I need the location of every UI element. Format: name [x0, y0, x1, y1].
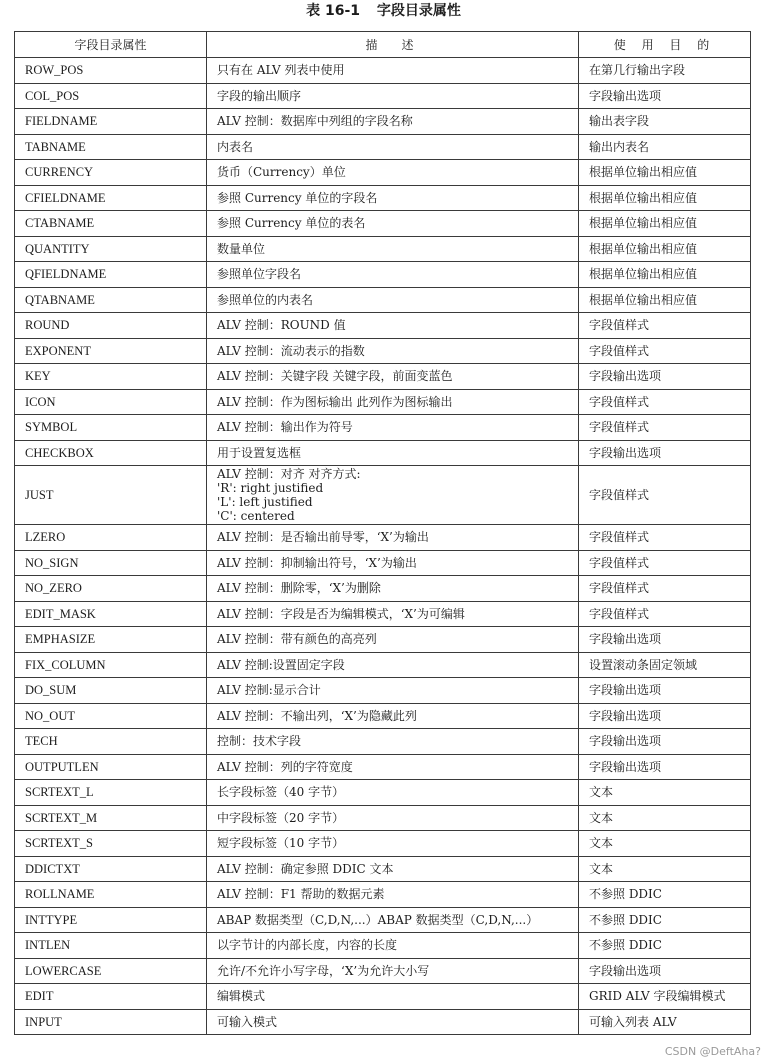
purpose-cell: 根据单位输出相应值	[579, 262, 751, 288]
purpose-cell: 文本	[579, 805, 751, 831]
purpose-cell: 字段输出选项	[579, 678, 751, 704]
purpose-cell: 字段值样式	[579, 525, 751, 551]
description-cell: 参照 Currency 单位的表名	[207, 211, 579, 237]
table-row	[15, 287, 751, 313]
attribute-cell: DDICTXT	[15, 856, 207, 882]
purpose-cell: 字段输出选项	[579, 83, 751, 109]
purpose-cell: 字段输出选项	[579, 958, 751, 984]
attribute-cell: NO_ZERO	[15, 576, 207, 602]
attribute-cell: EDIT_MASK	[15, 601, 207, 627]
description-cell: 短字段标签（10 字节）	[207, 831, 579, 857]
table-row	[15, 601, 751, 627]
attribute-cell: INTTYPE	[15, 907, 207, 933]
purpose-cell: 可输入列表 ALV	[579, 1009, 751, 1035]
purpose-cell: 根据单位输出相应值	[579, 236, 751, 262]
purpose-cell: 根据单位输出相应值	[579, 185, 751, 211]
purpose-cell: 字段值样式	[579, 550, 751, 576]
table-row	[15, 236, 751, 262]
description-cell: ALV 控制：F1 帮助的数据元素	[207, 882, 579, 908]
purpose-cell: 根据单位输出相应值	[579, 287, 751, 313]
attribute-cell: KEY	[15, 364, 207, 390]
description-cell: ABAP 数据类型（C,D,N,...）ABAP 数据类型（C,D,N,...）	[207, 907, 579, 933]
description-cell: ALV 控制：作为图标输出 此列作为图标输出	[207, 389, 579, 415]
table-row	[15, 389, 751, 415]
header-attribute: 字段目录属性	[15, 32, 207, 58]
table-title: 字段目录属性	[376, 3, 461, 19]
attribute-cell: FIX_COLUMN	[15, 652, 207, 678]
attribute-cell: NO_SIGN	[15, 550, 207, 576]
description-cell: ALV 控制：数据库中列组的字段名称	[207, 109, 579, 135]
description-cell: 字段的输出顺序	[207, 83, 579, 109]
purpose-cell: 设置滚动条固定领域	[579, 652, 751, 678]
description-cell: 参照 Currency 单位的字段名	[207, 185, 579, 211]
purpose-cell: 字段输出选项	[579, 627, 751, 653]
description-cell: 参照单位字段名	[207, 262, 579, 288]
purpose-cell: 文本	[579, 831, 751, 857]
attribute-cell: DO_SUM	[15, 678, 207, 704]
table-row	[15, 958, 751, 984]
description-cell: 用于设置复选框	[207, 440, 579, 466]
table-row	[15, 338, 751, 364]
attribute-cell: ICON	[15, 389, 207, 415]
attribute-cell: ROLLNAME	[15, 882, 207, 908]
description-cell: 可输入模式	[207, 1009, 579, 1035]
table-row	[15, 134, 751, 160]
attribute-cell: CHECKBOX	[15, 440, 207, 466]
purpose-cell: 不参照 DDIC	[579, 907, 751, 933]
purpose-cell: 字段值样式	[579, 466, 751, 525]
purpose-cell: 文本	[579, 780, 751, 806]
purpose-cell: 字段输出选项	[579, 440, 751, 466]
purpose-cell: 输出表字段	[579, 109, 751, 135]
table-row	[15, 576, 751, 602]
table-row	[15, 440, 751, 466]
purpose-cell: 字段输出选项	[579, 364, 751, 390]
table-row	[15, 729, 751, 755]
description-cell: ALV 控制：删除零，‘X’为删除	[207, 576, 579, 602]
attribute-cell: JUST	[15, 466, 207, 525]
attribute-cell: LOWERCASE	[15, 958, 207, 984]
table-row	[15, 831, 751, 857]
table-header-row	[15, 32, 751, 58]
attribute-cell: EMPHASIZE	[15, 627, 207, 653]
description-cell: ALV 控制：抑制输出符号，‘X’为输出	[207, 550, 579, 576]
purpose-cell: GRID ALV 字段编辑模式	[579, 984, 751, 1010]
table-row	[15, 83, 751, 109]
attribute-cell: SYMBOL	[15, 415, 207, 441]
table-row	[15, 780, 751, 806]
purpose-cell: 根据单位输出相应值	[579, 211, 751, 237]
attribute-cell: OUTPUTLEN	[15, 754, 207, 780]
watermark: CSDN @DeftAha?	[664, 1045, 761, 1058]
description-cell: ALV 控制：带有颜色的高亮列	[207, 627, 579, 653]
description-line: ALV 控制：对齐 对齐方式:	[217, 467, 361, 481]
table-row	[15, 185, 751, 211]
description-cell: ALV 控制：列的字符宽度	[207, 754, 579, 780]
table-row	[15, 415, 751, 441]
description-cell: 控制：技术字段	[207, 729, 579, 755]
attribute-cell: CURRENCY	[15, 160, 207, 186]
purpose-cell: 输出内表名	[579, 134, 751, 160]
description-cell: 只有在 ALV 列表中使用	[207, 58, 579, 84]
table-row	[15, 109, 751, 135]
table-row	[15, 754, 751, 780]
attribute-cell: CTABNAME	[15, 211, 207, 237]
description-cell: ALV 控制：字段是否为编辑模式，‘X’为可编辑	[207, 601, 579, 627]
description-cell: ALV 控制：关键字段 关键字段，前面变蓝色	[207, 364, 579, 390]
header-purpose: 使 用 目 的	[579, 32, 751, 58]
description-line: 'L': left justified	[217, 495, 313, 509]
table-row	[15, 262, 751, 288]
attribute-cell: SCRTEXT_M	[15, 805, 207, 831]
purpose-cell: 不参照 DDIC	[579, 933, 751, 959]
table-row	[15, 525, 751, 551]
table-row	[15, 882, 751, 908]
purpose-cell: 字段值样式	[579, 313, 751, 339]
table-row	[15, 805, 751, 831]
attribute-cell: TABNAME	[15, 134, 207, 160]
description-line: 'R': right justified	[217, 481, 324, 495]
table-row	[15, 907, 751, 933]
attribute-cell: INPUT	[15, 1009, 207, 1035]
purpose-cell: 字段值样式	[579, 389, 751, 415]
table-row	[15, 466, 751, 525]
description-cell: ALV 控制：输出作为符号	[207, 415, 579, 441]
attribute-cell: EXPONENT	[15, 338, 207, 364]
description-cell: 数量单位	[207, 236, 579, 262]
attribute-cell: CFIELDNAME	[15, 185, 207, 211]
attribute-cell: QFIELDNAME	[15, 262, 207, 288]
table-number: 表 16-1	[306, 3, 361, 19]
description-cell: ALV 控制：ROUND 值	[207, 313, 579, 339]
purpose-cell: 字段输出选项	[579, 754, 751, 780]
purpose-cell: 在第几行输出字段	[579, 58, 751, 84]
attribute-cell: TECH	[15, 729, 207, 755]
description-line: 'C': centered	[217, 509, 295, 523]
attribute-cell: INTLEN	[15, 933, 207, 959]
description-cell: 中字段标签（20 字节）	[207, 805, 579, 831]
table-row	[15, 211, 751, 237]
purpose-cell: 不参照 DDIC	[579, 882, 751, 908]
description-cell: ALV 控制：确定参照 DDIC 文本	[207, 856, 579, 882]
description-cell: 以字节计的内部长度，内容的长度	[207, 933, 579, 959]
purpose-cell: 根据单位输出相应值	[579, 160, 751, 186]
attribute-cell: QTABNAME	[15, 287, 207, 313]
purpose-cell: 字段值样式	[579, 601, 751, 627]
table-row	[15, 627, 751, 653]
header-description: 描 述	[207, 32, 579, 58]
description-cell: ALV 控制：不输出列，‘X’为隐藏此列	[207, 703, 579, 729]
table-row	[15, 678, 751, 704]
table-row	[15, 313, 751, 339]
description-cell: 允许/不允许小写字母，‘X’为允许大小写	[207, 958, 579, 984]
attribute-cell: ROW_POS	[15, 58, 207, 84]
purpose-cell: 字段输出选项	[579, 703, 751, 729]
purpose-cell: 字段值样式	[579, 576, 751, 602]
table-row	[15, 1009, 751, 1035]
table-caption	[0, 2, 767, 20]
description-cell: 编辑模式	[207, 984, 579, 1010]
attribute-cell: COL_POS	[15, 83, 207, 109]
description-cell	[207, 466, 579, 525]
purpose-cell: 字段值样式	[579, 338, 751, 364]
attribute-cell: LZERO	[15, 525, 207, 551]
table-body	[15, 58, 751, 1035]
table-row	[15, 58, 751, 84]
description-cell: 内表名	[207, 134, 579, 160]
table-row	[15, 856, 751, 882]
description-cell: ALV 控制:显示合计	[207, 678, 579, 704]
attribute-cell: ROUND	[15, 313, 207, 339]
attribute-cell: QUANTITY	[15, 236, 207, 262]
description-cell: 货币（Currency）单位	[207, 160, 579, 186]
attribute-cell: FIELDNAME	[15, 109, 207, 135]
attribute-cell: SCRTEXT_L	[15, 780, 207, 806]
attribute-cell: EDIT	[15, 984, 207, 1010]
purpose-cell: 字段输出选项	[579, 729, 751, 755]
description-cell: ALV 控制：是否输出前导零，‘X’为输出	[207, 525, 579, 551]
table-row	[15, 703, 751, 729]
table-row	[15, 364, 751, 390]
description-cell: 长字段标签（40 字节）	[207, 780, 579, 806]
field-catalog-table	[14, 31, 751, 1035]
table-row	[15, 550, 751, 576]
description-cell: 参照单位的内表名	[207, 287, 579, 313]
attribute-cell: NO_OUT	[15, 703, 207, 729]
description-cell: ALV 控制:设置固定字段	[207, 652, 579, 678]
table-row	[15, 984, 751, 1010]
purpose-cell: 文本	[579, 856, 751, 882]
description-cell: ALV 控制：流动表示的指数	[207, 338, 579, 364]
table-row	[15, 652, 751, 678]
attribute-cell: SCRTEXT_S	[15, 831, 207, 857]
purpose-cell: 字段值样式	[579, 415, 751, 441]
table-row	[15, 933, 751, 959]
table-row	[15, 160, 751, 186]
